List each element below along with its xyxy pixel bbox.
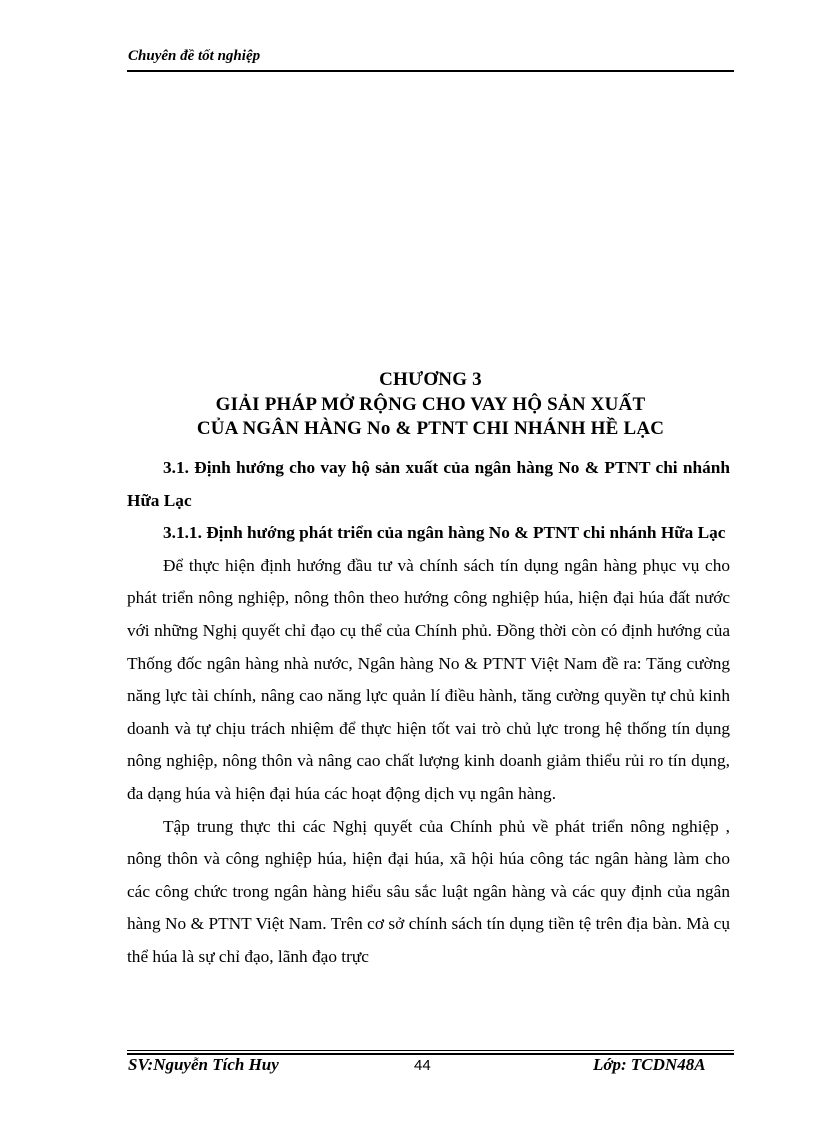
chapter-number: CHƯƠNG 3 <box>379 369 482 390</box>
chapter-title-line-2: CỦA NGÂN HÀNG No & PTNT CHI NHÁNH HỀ LẠC <box>196 418 665 439</box>
footer-class: Lớp: TCDN48A <box>593 1055 706 1074</box>
chapter-title-line-1: GIẢI PHÁP MỞ RỘNG CHO VAY HỘ SẢN XUẤT <box>215 394 646 415</box>
footer-student-name: SV:Nguyễn Tích Huy <box>128 1055 279 1074</box>
section-heading-3-1: 3.1. Định hướng cho vay hộ sản xuất của ngân hàng No & PTNT chi nhánh Hữa Lạc <box>127 458 730 510</box>
section-heading-3-1-1: 3.1.1. Định hướng phát triển của ngân hàng No & PTNT chi nhánh Hữa Lạc <box>163 523 726 543</box>
paragraph-2: Tập trung thực thi các Nghị quyết của Chính phủ về phát triển nông nghiệp , nông thôn và công nghiệp húa, hiện đại húa, xã hội húa công tác ngân hàng làm cho các công chức trong ngân hàng hiểu sâu sắc luật ngân hàng và các quy định của ngân hàng No & PTNT Việt Nam. Trên cơ sở chính sách tín dụng tiền tệ trên địa bàn. Mà cụ thể húa là sự chỉ đạo, lãnh đạo trực <box>127 816 730 966</box>
document-body <box>127 452 730 974</box>
header-title: Chuyên đề tốt nghiệp <box>128 48 261 64</box>
header-divider <box>127 70 734 72</box>
footer-page-number: 44 <box>414 1057 431 1074</box>
paragraph-1: Để thực hiện định hướng đầu tư và chính sách tín dụng ngân hàng phục vụ cho phát triển nông nghiệp, nông thôn theo hướng công nghiệp húa, hiện đại húa đất nước với những Nghị quyết chỉ đạo cụ thể của Chính phủ. Đồng thời còn có định hướng của Thống đốc ngân hàng nhà nước, Ngân hàng No & PTNT Việt Nam đề ra: Tăng cường năng lực tài chính, nâng cao năng lực quản lí điều hành, tăng cường quyền tự chủ kinh doanh và tự chịu trách nhiệm để thực hiện tốt vai trò chủ lực trong hệ thống tín dụng nông nghiệp, nông thôn và nâng cao chất lượng kinh doanh giảm thiểu rủi ro tín dụng, đa dạng húa và hiện đại húa các hoạt động dịch vụ ngân hàng. <box>127 555 730 803</box>
footer-divider-thin <box>127 1050 734 1051</box>
